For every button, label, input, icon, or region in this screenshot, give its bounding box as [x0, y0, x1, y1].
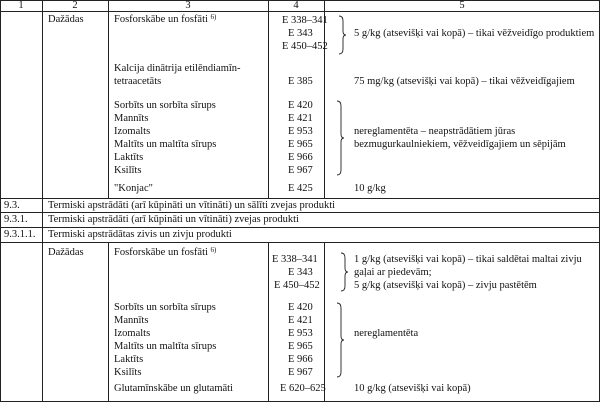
col-divider-3-bottom — [268, 242, 269, 402]
e-code: E 420 — [288, 302, 313, 313]
e-code: E 953 — [288, 328, 313, 339]
max-level: 5 g/kg (atsevišķi vai kopā) – zivju pastētēm — [354, 280, 537, 291]
row-line-3 — [0, 227, 600, 228]
additive-name: Maltīts un maltīta sīrups — [114, 139, 217, 150]
max-level: 10 g/kg — [354, 183, 386, 194]
max-level: 10 g/kg (atsevišķi vai kopā) — [354, 383, 471, 394]
e-code: E 420 — [288, 100, 313, 111]
row-line-4 — [0, 242, 600, 243]
e-code: E 338–341 — [272, 254, 318, 265]
category-label: Dažādas — [48, 14, 84, 25]
additive-name: "Konjac" — [114, 183, 153, 194]
header-col-2: 2 — [72, 0, 78, 11]
e-code: E 450–452 — [282, 41, 328, 52]
e-code: E 421 — [288, 113, 313, 124]
e-code: E 450–452 — [274, 280, 320, 291]
header-col-4: 4 — [293, 0, 299, 11]
section-number: 9.3. — [4, 200, 20, 211]
footnote-ref: 6) — [210, 246, 217, 254]
max-level: nereglamentēta – neapstrādātiem jūras — [354, 126, 516, 137]
additive-name: Ksilīts — [114, 165, 142, 176]
max-level: 5 g/kg (atsevišķi vai kopā) – tikai vēžveidīgo produktiem — [354, 28, 595, 39]
header-col-5: 5 — [459, 0, 465, 11]
header-bottom-line — [0, 11, 600, 12]
e-code: E 338–341 — [282, 15, 328, 26]
col-divider-3-top — [268, 0, 269, 198]
right-brace — [340, 252, 348, 292]
section-title: Termiski apstrādātas zivis un zivju produkti — [48, 229, 232, 240]
section-number: 9.3.1. — [4, 214, 28, 225]
additive-name: Ksilīts — [114, 367, 142, 378]
additive-name: Mannīts — [114, 315, 149, 326]
e-code: E 343 — [288, 28, 313, 39]
e-code: E 967 — [288, 165, 313, 176]
e-code: E 385 — [288, 76, 313, 87]
additive-name: Sorbīts un sorbīta sīrups — [114, 302, 216, 313]
max-level: nereglamentēta — [354, 328, 419, 339]
col-divider-4-bottom — [324, 242, 325, 402]
right-brace — [336, 302, 344, 378]
header-col-3: 3 — [185, 0, 191, 11]
col-divider-4-top — [324, 0, 325, 198]
max-level: 75 mg/kg (atsevišķi vai kopā) – tikai vēžveidīgajiem — [354, 76, 575, 87]
row-line-1 — [0, 198, 600, 199]
max-level: gaļai ar piedevām; — [354, 267, 432, 278]
additive-name: Izomalts — [114, 328, 151, 339]
footnote-ref: 6) — [210, 13, 217, 21]
e-code: E 966 — [288, 354, 313, 365]
e-code: E 421 — [288, 315, 313, 326]
additive-name: tetraacetāts — [114, 76, 162, 87]
additive-name: Fosforskābe un fosfāti $^{6)}$ — [114, 246, 217, 258]
additive-name: Glutamīnskābe un glutamāti — [114, 383, 233, 394]
e-code: E 965 — [288, 341, 313, 352]
right-brace — [338, 15, 346, 55]
category-label: Dažādas — [48, 247, 84, 258]
table-left-border — [0, 0, 1, 402]
col-divider-2-top — [108, 0, 109, 198]
header-col-1: 1 — [18, 0, 24, 11]
additive-name: Kalcija dinātrija etilēndiamīn- — [114, 63, 241, 74]
max-level: 1 g/kg (atsevišķi vai kopā) – tikai saldētai maltai zivju — [354, 254, 582, 265]
e-code: E 966 — [288, 152, 313, 163]
additive-name: Izomalts — [114, 126, 151, 137]
right-brace — [336, 100, 344, 176]
additive-name: Sorbīts un sorbīta sīrups — [114, 100, 216, 111]
e-code: E 343 — [288, 267, 313, 278]
additive-name: Fosforskābe un fosfāti $^{6)}$ — [114, 13, 217, 25]
additive-name: Mannīts — [114, 113, 149, 124]
e-code: E 967 — [288, 367, 313, 378]
e-code: E 965 — [288, 139, 313, 150]
col-divider-1 — [42, 0, 43, 402]
additive-name: Maltīts un maltīta sīrups — [114, 341, 217, 352]
additive-name: Laktīts — [114, 152, 144, 163]
additive-name: Laktīts — [114, 354, 144, 365]
e-code: E 953 — [288, 126, 313, 137]
e-code: E 620–625 — [280, 383, 326, 394]
col-divider-2-bottom — [108, 242, 109, 402]
e-code: E 425 — [288, 183, 313, 194]
section-number: 9.3.1.1. — [4, 229, 36, 240]
max-level: bezmugurkaulniekiem, vēžveidīgajiem un sēpijām — [354, 139, 566, 150]
row-line-2 — [0, 212, 600, 213]
section-title: Termiski apstrādāti (arī kūpināti un vītināti) zvejas produkti — [48, 214, 299, 225]
section-title: Termiski apstrādāti (arī kūpināti un vītināti) un sālīti zvejas produkti — [48, 200, 336, 211]
